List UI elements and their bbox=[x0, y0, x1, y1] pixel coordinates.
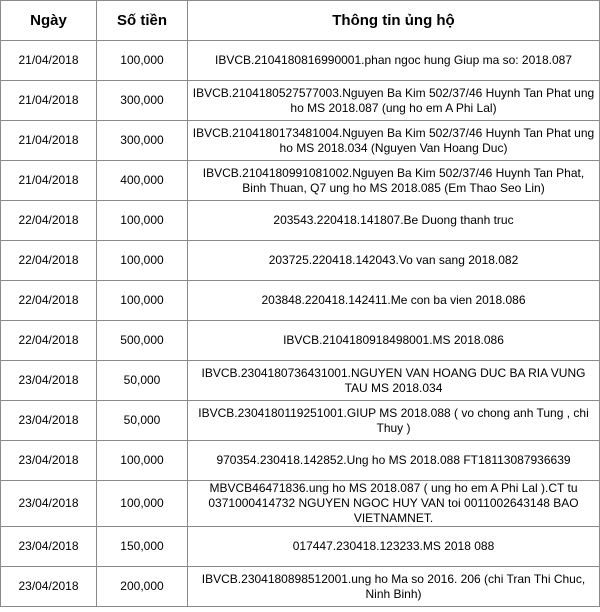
table-row bbox=[1, 321, 600, 361]
info-cell: IBVCB.2304180736431001.NGUYEN VAN HOANG DUC BA RIA VUNG TAU MS 2018.034 bbox=[188, 361, 600, 401]
info-cell: IBVCB.2304180119251001.GIUP MS 2018.088 ( vo chong anh Tung , chi Thuy ) bbox=[188, 401, 600, 441]
amount-cell: 100,000 bbox=[97, 481, 188, 527]
info-cell: MBVCB46471836.ung ho MS 2018.087 ( ung ho em A Phi Lal ).CT tu 0371000414732 NGUYEN NGOC HUY VAN toi 0011002643148 BAO VIETNAMNET. bbox=[188, 481, 600, 527]
amount-cell: 500,000 bbox=[97, 321, 188, 361]
date-cell: 21/04/2018 bbox=[1, 121, 97, 161]
table-row bbox=[1, 441, 600, 481]
header-amount: Số tiền bbox=[97, 1, 188, 41]
table-row bbox=[1, 161, 600, 201]
info-cell: 017447.230418.123233.MS 2018 088 bbox=[188, 527, 600, 567]
header-row bbox=[1, 1, 600, 41]
info-cell: IBVCB.2104180173481004.Nguyen Ba Kim 502/37/46 Huynh Tan Phat ung ho MS 2018.034 (Nguyen Van Hoang Duc) bbox=[188, 121, 600, 161]
info-cell: IBVCB.2104180991081002.Nguyen Ba Kim 502/37/46 Huynh Tan Phat, Binh Thuan, Q7 ung ho MS 2018.085 (Em Thao Seo Lin) bbox=[188, 161, 600, 201]
table-row bbox=[1, 121, 600, 161]
info-cell: IBVCB.2104180527577003.Nguyen Ba Kim 502/37/46 Huynh Tan Phat ung ho MS 2018.087 (ung ho em A Phi Lal) bbox=[188, 81, 600, 121]
date-cell: 22/04/2018 bbox=[1, 241, 97, 281]
date-cell: 23/04/2018 bbox=[1, 567, 97, 607]
amount-cell: 300,000 bbox=[97, 81, 188, 121]
date-cell: 22/04/2018 bbox=[1, 321, 97, 361]
date-cell: 23/04/2018 bbox=[1, 441, 97, 481]
table-row bbox=[1, 481, 600, 527]
table-row bbox=[1, 361, 600, 401]
table-row bbox=[1, 81, 600, 121]
table-row bbox=[1, 241, 600, 281]
info-cell: 970354.230418.142852.Ung ho MS 2018.088 FT18113087936639 bbox=[188, 441, 600, 481]
amount-cell: 100,000 bbox=[97, 281, 188, 321]
info-cell: IBVCB.2304180898512001.ung ho Ma so 2016. 206 (chi Tran Thi Chuc, Ninh Binh) bbox=[188, 567, 600, 607]
table-row bbox=[1, 281, 600, 321]
amount-cell: 50,000 bbox=[97, 361, 188, 401]
date-cell: 22/04/2018 bbox=[1, 201, 97, 241]
header-info: Thông tin ủng hộ bbox=[188, 1, 600, 41]
info-cell: 203848.220418.142411.Me con ba vien 2018.086 bbox=[188, 281, 600, 321]
table-row bbox=[1, 201, 600, 241]
date-cell: 23/04/2018 bbox=[1, 481, 97, 527]
date-cell: 21/04/2018 bbox=[1, 41, 97, 81]
amount-cell: 400,000 bbox=[97, 161, 188, 201]
date-cell: 23/04/2018 bbox=[1, 361, 97, 401]
amount-cell: 200,000 bbox=[97, 567, 188, 607]
info-cell: 203543.220418.141807.Be Duong thanh truc bbox=[188, 201, 600, 241]
info-cell: IBVCB.2104180816990001.phan ngoc hung Giup ma so: 2018.087 bbox=[188, 41, 600, 81]
header-date: Ngày bbox=[1, 1, 97, 41]
table-row bbox=[1, 567, 600, 607]
date-cell: 23/04/2018 bbox=[1, 527, 97, 567]
info-cell: 203725.220418.142043.Vo van sang 2018.082 bbox=[188, 241, 600, 281]
table-row bbox=[1, 401, 600, 441]
date-cell: 23/04/2018 bbox=[1, 401, 97, 441]
amount-cell: 300,000 bbox=[97, 121, 188, 161]
amount-cell: 150,000 bbox=[97, 527, 188, 567]
amount-cell: 100,000 bbox=[97, 41, 188, 81]
amount-cell: 100,000 bbox=[97, 241, 188, 281]
amount-cell: 100,000 bbox=[97, 201, 188, 241]
table-row bbox=[1, 527, 600, 567]
amount-cell: 100,000 bbox=[97, 441, 188, 481]
table-row bbox=[1, 41, 600, 81]
info-cell: IBVCB.2104180918498001.MS 2018.086 bbox=[188, 321, 600, 361]
date-cell: 22/04/2018 bbox=[1, 281, 97, 321]
date-cell: 21/04/2018 bbox=[1, 81, 97, 121]
amount-cell: 50,000 bbox=[97, 401, 188, 441]
date-cell: 21/04/2018 bbox=[1, 161, 97, 201]
